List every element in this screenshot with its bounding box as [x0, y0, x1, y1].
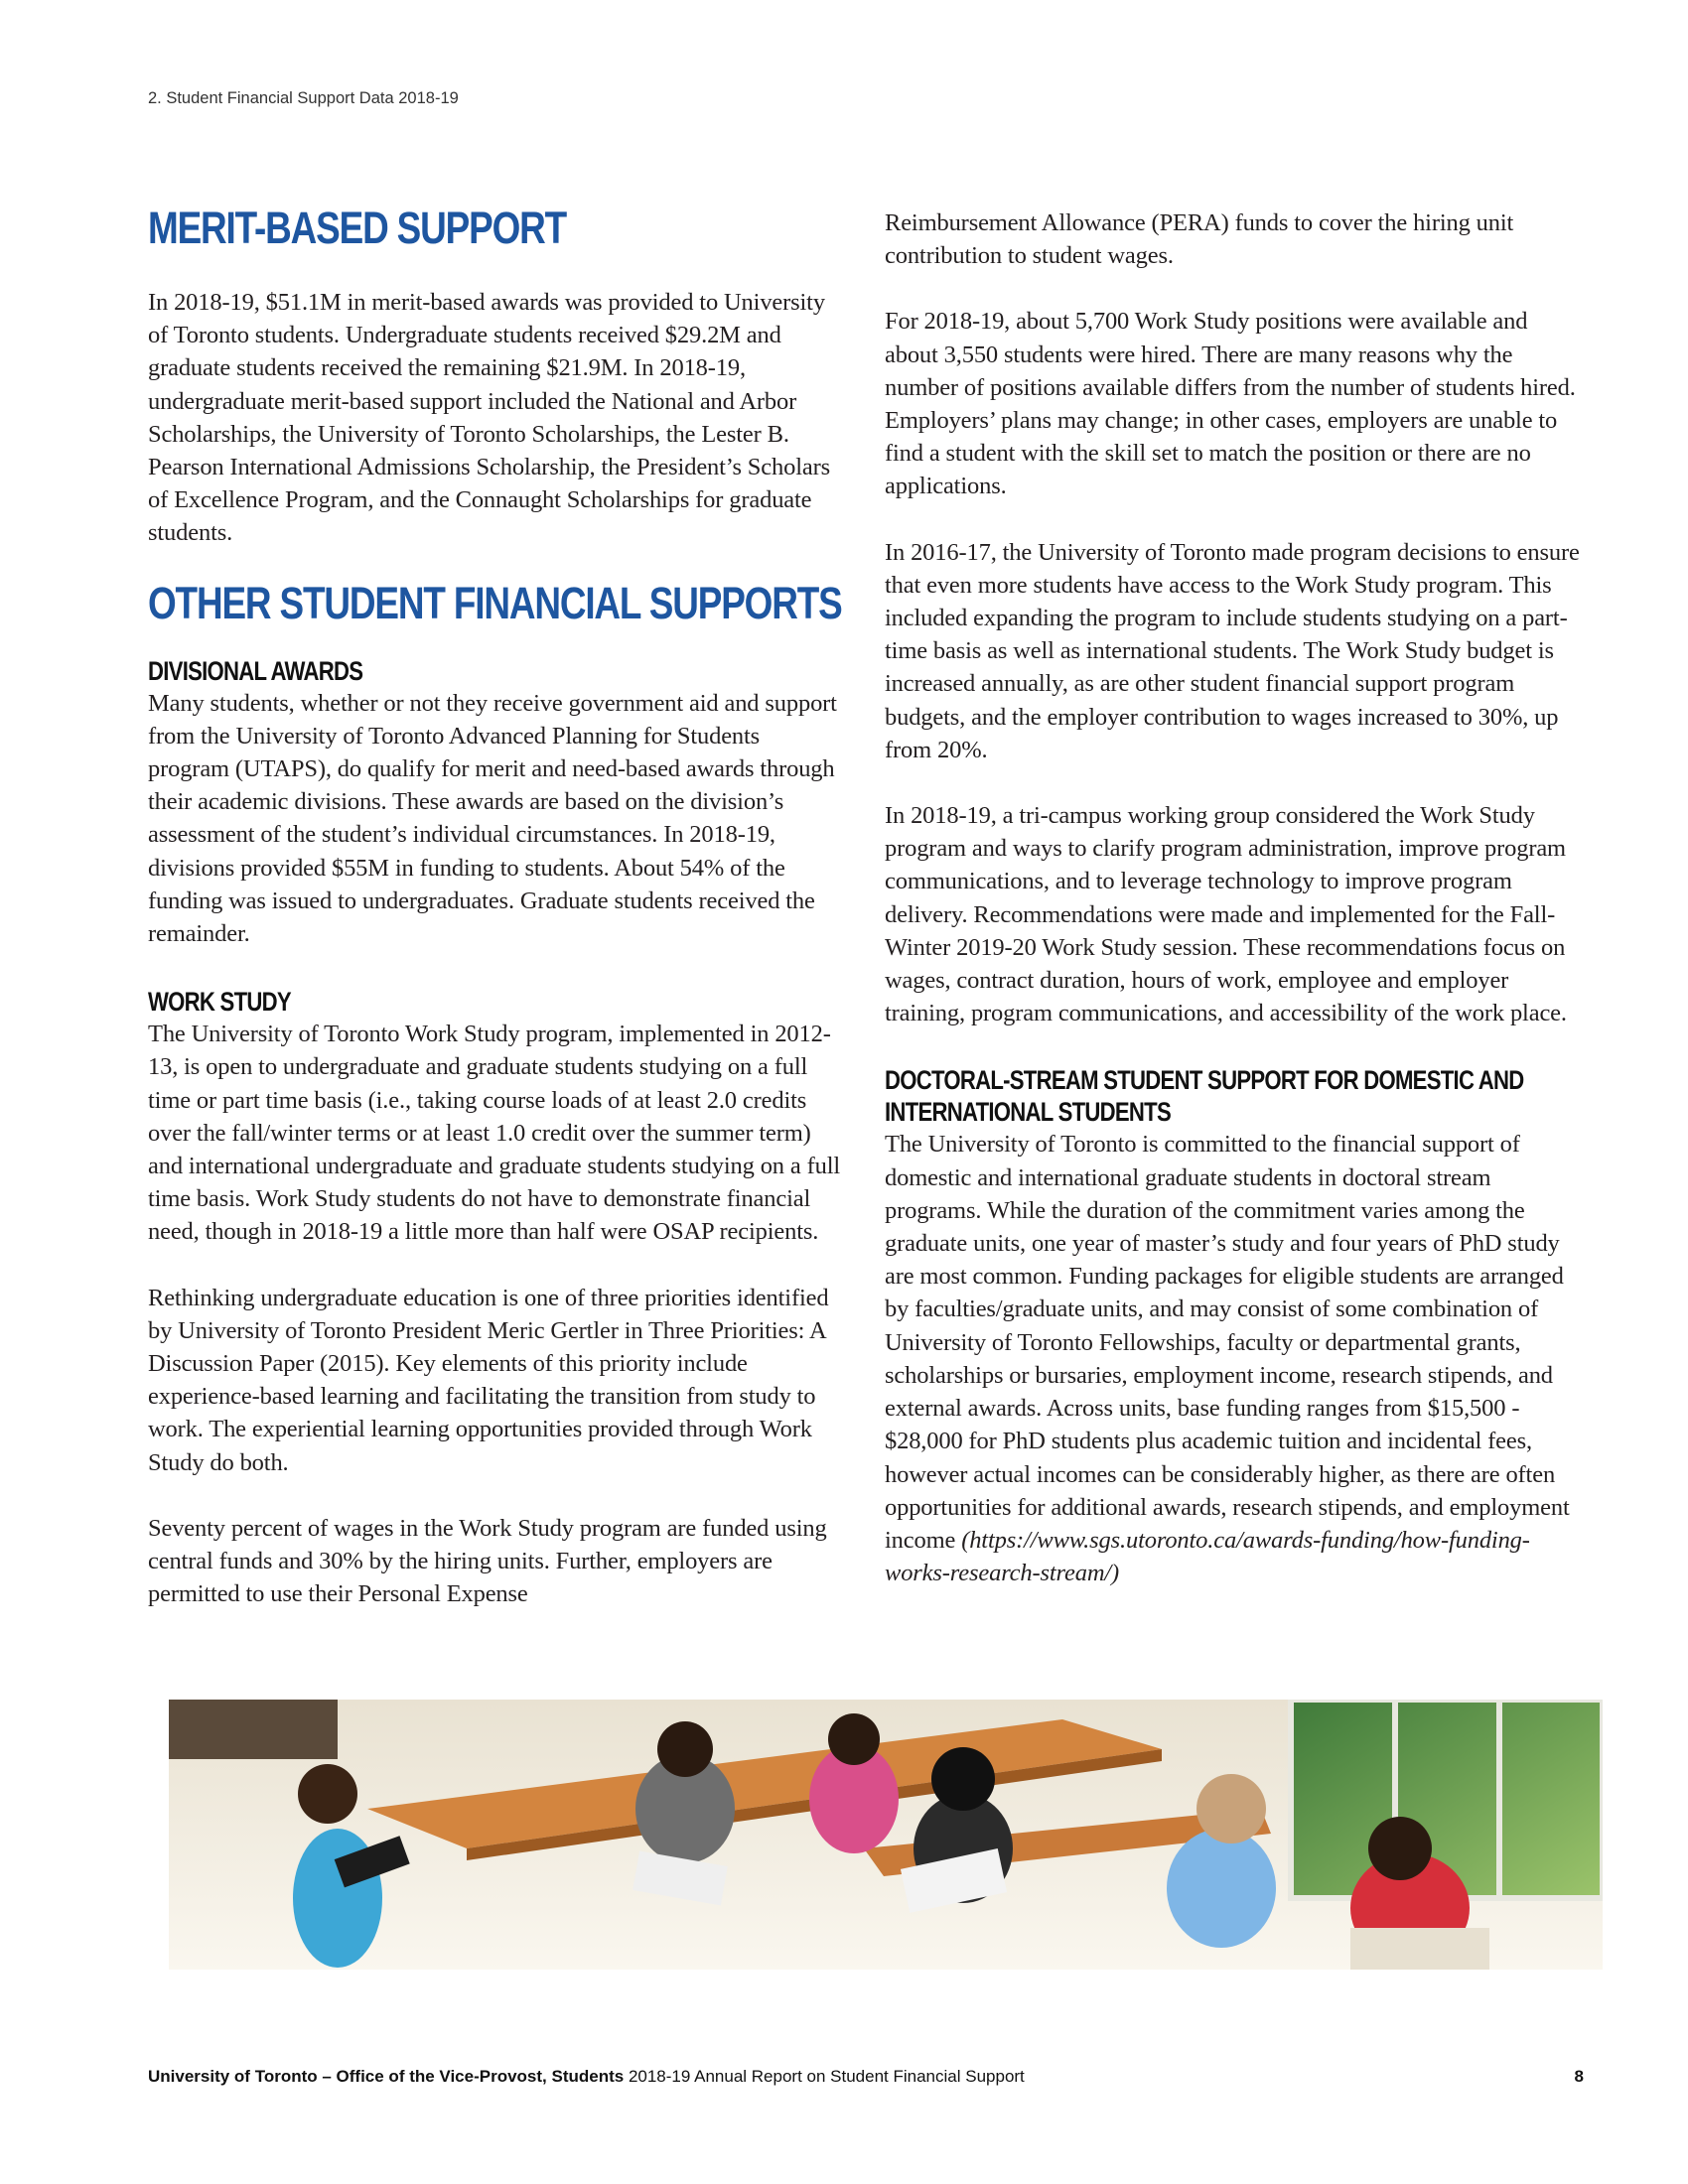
footer-org: University of Toronto – Office of the Vice-Provost, Students	[148, 2067, 625, 2086]
right-column	[885, 206, 1580, 1589]
doctoral-support-text: The University of Toronto is committed to the financial support of domestic and international graduate students in doctoral stream programs. While the duration of the commitment varies among the graduate units, one year of master’s study and four years of PhD study are most common. Funding packages for eligible students are arranged by faculties/graduate units, and may consist of some combination of University of Toronto Fellowships, faculty or departmental grants, scholarships or bursaries, employment income, research stipends, and external awards. Across units, base funding ranges from $15,500 - $28,000 for PhD students plus academic tuition and incidental fees, however actual incomes can be considerably higher, as there are often opportunities for additional awards, research stipends, and employment income	[885, 1131, 1570, 1554]
page-number: 8	[1574, 2067, 1584, 2086]
page-footer	[148, 2067, 1584, 2087]
divisional-awards-paragraph: Many students, whether or not they receive government aid and support from the University of Toronto Advanced Planning for Students program (UTAPS), do qualify for merit and need-based awards through their academic divisions. These awards are based on the division’s assessment of the student’s individual circumstances. In 2018-19, divisions provided $55M in funding to students. About 54% of the funding was issued to undergraduates. Graduate students received the remainder.	[148, 689, 837, 948]
other-supports-heading: OTHER STUDENT FINANCIAL SUPPORTS	[148, 577, 842, 628]
doctoral-support-heading: DOCTORAL-STREAM STUDENT SUPPORT FOR DOMESTIC AND INTERNATIONAL STUDENTS	[885, 1065, 1524, 1128]
merit-paragraph: In 2018-19, $51.1M in merit-based awards was provided to University of Toronto students. Undergraduate students received $29.2M and graduate students received the remaining $21.9M. In 2018-19, undergraduate merit-based support included the National and Arbor Scholarships, the University of Toronto Scholarships, the Lester B. Pearson International Admissions Scholarship, the President’s Scholars of Excellence Program, and the Connaught Scholarships for graduate students.	[148, 289, 830, 547]
doctoral-support-paragraph	[885, 1128, 1580, 1589]
merit-heading: MERIT-BASED SUPPORT	[148, 203, 567, 253]
work-study-paragraph-2: Rethinking undergraduate education is one of three priorities identified by University of Toronto President Meric Gertler in Three Priorities: A Discussion Paper (2015). Key elements of this priority include experience-based learning and facilitating the transition from study to work. The experiential learning opportunities provided through Work Study do both.	[148, 1284, 829, 1476]
divisional-awards-heading: DIVISIONAL AWARDS	[148, 655, 363, 686]
work-study-heading: WORK STUDY	[148, 987, 291, 1018]
pera-paragraph: Reimbursement Allowance (PERA) funds to cover the hiring unit contribution to student wages.	[885, 209, 1514, 270]
positions-paragraph: For 2018-19, about 5,700 Work Study positions were available and about 3,550 students were hired. There are many reasons why the number of positions available differs from the number of students hired. Employers’ plans may change; in other cases, employers are unable to find a student with the skill set to match the position or there are no applications.	[885, 308, 1576, 500]
students-photo	[169, 1700, 1603, 1970]
funding-url: (https://www.sgs.utoronto.ca/awards-funding/how-funding-works-research-stream/)	[885, 1526, 1530, 1587]
students-photo-illustration	[169, 1700, 1603, 1970]
work-study-paragraph-3: Seventy percent of wages in the Work Study program are funded using central funds and 30% by the hiring units. Further, employers are permitted to use their Personal Expense	[148, 1514, 827, 1608]
running-head: 2. Student Financial Support Data 2018-19	[148, 89, 459, 107]
work-study-paragraph-1: The University of Toronto Work Study program, implemented in 2012-13, is open to undergraduate and graduate students studying on a full time or part time basis (i.e., taking course loads of at least 2.0 credits over the fall/winter terms or at least 1.0 credit over the summer term) and international undergraduate and graduate students studying on a full time basis. Work Study students do not have to demonstrate financial need, though in 2018-19 a little more than half were OSAP recipients.	[148, 1021, 841, 1246]
footer-report-title: 2018-19 Annual Report on Student Financial Support	[624, 2067, 1025, 2086]
program-decisions-paragraph: In 2016-17, the University of Toronto made program decisions to ensure that even more students have access to the Work Study program. This included expanding the program to include students studying on a part-time basis as well as international students. The Work Study budget is increased annually, as are other student financial support program budgets, and the employer contribution to wages increased to 30%, up from 20%.	[885, 538, 1580, 763]
working-group-paragraph: In 2018-19, a tri-campus working group considered the Work Study program and ways to clarify program administration, improve program communications, and to leverage technology to improve program delivery. Recommendations were made and implemented for the Fall-Winter 2019-20 Work Study session. These recommendations focus on wages, contract duration, hours of work, employee and employer training, program communications, and accessibility of the work place.	[885, 802, 1567, 1027]
left-column	[148, 197, 843, 1611]
